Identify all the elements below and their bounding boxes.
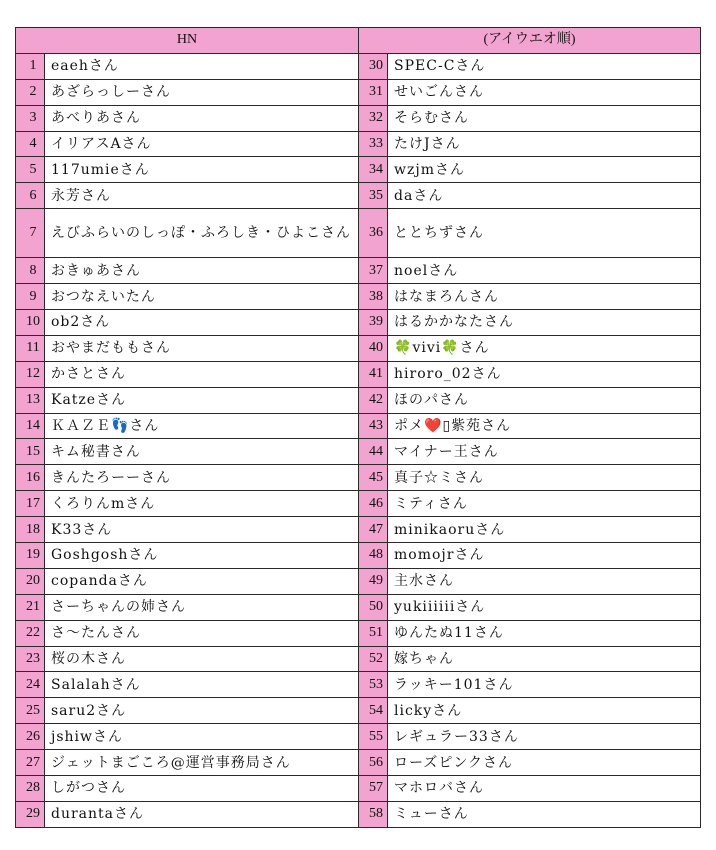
member-name: ポメ❤️▯紫苑さん	[388, 413, 701, 439]
member-name: 🍀vivi🍀さん	[388, 335, 701, 361]
table-row	[16, 491, 701, 517]
member-name: キム秘書さん	[45, 439, 359, 465]
table-row	[16, 361, 701, 387]
row-number: 7	[16, 209, 45, 258]
table-row	[16, 646, 701, 672]
row-number: 12	[16, 361, 45, 387]
row-number: 28	[16, 776, 45, 802]
member-name: ローズピンクさん	[388, 750, 701, 776]
table-row	[16, 413, 701, 439]
member-name: かさとさん	[45, 361, 359, 387]
row-number: 8	[16, 258, 45, 284]
member-name: 真子☆ミさん	[388, 465, 701, 491]
table-row	[16, 284, 701, 310]
member-name: レギュラー33さん	[388, 724, 701, 750]
member-name: ミューさん	[388, 801, 701, 827]
member-name: たけJさん	[388, 131, 701, 157]
table-row	[16, 724, 701, 750]
row-number: 58	[359, 801, 388, 827]
row-number: 18	[16, 517, 45, 543]
table-row	[16, 335, 701, 361]
member-name: 桜の木さん	[45, 646, 359, 672]
row-number: 49	[359, 568, 388, 594]
row-number: 43	[359, 413, 388, 439]
member-name: さ〜たんさん	[45, 620, 359, 646]
table-row	[16, 53, 701, 79]
member-name: saru2さん	[45, 698, 359, 724]
row-number: 25	[16, 698, 45, 724]
table-row	[16, 776, 701, 802]
row-number: 3	[16, 105, 45, 131]
row-number: 35	[359, 183, 388, 209]
member-name: ととちずさん	[388, 209, 701, 258]
member-name: おやまだももさん	[45, 335, 359, 361]
row-number: 10	[16, 310, 45, 336]
member-name: はるかかなたさん	[388, 310, 701, 336]
member-name: jshiwさん	[45, 724, 359, 750]
row-number: 24	[16, 672, 45, 698]
row-number: 48	[359, 543, 388, 569]
table-row	[16, 387, 701, 413]
row-number: 32	[359, 105, 388, 131]
member-name: momojrさん	[388, 543, 701, 569]
table-row	[16, 79, 701, 105]
member-name: Katzeさん	[45, 387, 359, 413]
member-name: copandaさん	[45, 568, 359, 594]
row-number: 27	[16, 750, 45, 776]
row-number: 20	[16, 568, 45, 594]
member-name: noelさん	[388, 258, 701, 284]
table-row	[16, 209, 701, 258]
member-name: ラッキー101さん	[388, 672, 701, 698]
row-number: 30	[359, 53, 388, 79]
member-name: 117umieさん	[45, 157, 359, 183]
table-header-row	[16, 28, 701, 54]
header-hn: HN	[16, 28, 359, 54]
row-number: 57	[359, 776, 388, 802]
row-number: 5	[16, 157, 45, 183]
table-row	[16, 157, 701, 183]
row-number: 51	[359, 620, 388, 646]
member-name: マイナー王さん	[388, 439, 701, 465]
row-number: 33	[359, 131, 388, 157]
member-name: lickyさん	[388, 698, 701, 724]
table-row	[16, 258, 701, 284]
table-body	[16, 53, 701, 827]
row-number: 34	[359, 157, 388, 183]
row-number: 42	[359, 387, 388, 413]
member-name: イリアスAさん	[45, 131, 359, 157]
member-name: ジェットまごころ@運営事務局さん	[45, 750, 359, 776]
member-name: さーちゃんの姉さん	[45, 594, 359, 620]
member-name: Goshgoshさん	[45, 543, 359, 569]
member-name: hiroro_02さん	[388, 361, 701, 387]
table-row	[16, 465, 701, 491]
row-number: 52	[359, 646, 388, 672]
row-number: 56	[359, 750, 388, 776]
row-number: 17	[16, 491, 45, 517]
row-number: 16	[16, 465, 45, 491]
member-name: SPEC-Cさん	[388, 53, 701, 79]
table-row	[16, 543, 701, 569]
table-row	[16, 183, 701, 209]
member-name: ＫＡＺＥ👣さん	[45, 413, 359, 439]
member-name: yukiiiiiiさん	[388, 594, 701, 620]
table-row	[16, 620, 701, 646]
member-name: せいごんさん	[388, 79, 701, 105]
member-name: あざらっしーさん	[45, 79, 359, 105]
member-name: minikaoruさん	[388, 517, 701, 543]
row-number: 36	[359, 209, 388, 258]
row-number: 22	[16, 620, 45, 646]
member-name: おきゅあさん	[45, 258, 359, 284]
member-name: マホロバさん	[388, 776, 701, 802]
header-order-note: (アイウエオ順)	[359, 28, 701, 54]
member-name: しがつさん	[45, 776, 359, 802]
member-name: はなまろんさん	[388, 284, 701, 310]
member-name: 嫁ちゃん	[388, 646, 701, 672]
row-number: 31	[359, 79, 388, 105]
row-number: 47	[359, 517, 388, 543]
row-number: 14	[16, 413, 45, 439]
member-name: 主水さん	[388, 568, 701, 594]
member-name: ゆんたぬ11さん	[388, 620, 701, 646]
member-name: Salalahさん	[45, 672, 359, 698]
row-number: 26	[16, 724, 45, 750]
member-name: おつなえいたん	[45, 284, 359, 310]
member-name: きんたろーーさん	[45, 465, 359, 491]
row-number: 46	[359, 491, 388, 517]
member-name: くろりんmさん	[45, 491, 359, 517]
row-number: 45	[359, 465, 388, 491]
table-row	[16, 672, 701, 698]
row-number: 41	[359, 361, 388, 387]
table-row	[16, 131, 701, 157]
table-row	[16, 310, 701, 336]
row-number: 2	[16, 79, 45, 105]
row-number: 15	[16, 439, 45, 465]
table-row	[16, 594, 701, 620]
member-name: durantaさん	[45, 801, 359, 827]
member-name: eaehさん	[45, 53, 359, 79]
member-name: えびふらいのしっぽ・ふろしき・ひよこさん	[45, 209, 359, 258]
member-name: K33さん	[45, 517, 359, 543]
member-name: 永芳さん	[45, 183, 359, 209]
member-name: ob2さん	[45, 310, 359, 336]
table-row	[16, 517, 701, 543]
hn-table	[15, 27, 701, 828]
member-name: そらむさん	[388, 105, 701, 131]
row-number: 54	[359, 698, 388, 724]
row-number: 11	[16, 335, 45, 361]
row-number: 44	[359, 439, 388, 465]
row-number: 39	[359, 310, 388, 336]
row-number: 50	[359, 594, 388, 620]
table-row	[16, 698, 701, 724]
row-number: 1	[16, 53, 45, 79]
table-row	[16, 439, 701, 465]
row-number: 19	[16, 543, 45, 569]
member-name: wzjmさん	[388, 157, 701, 183]
table-row	[16, 801, 701, 827]
row-number: 6	[16, 183, 45, 209]
table-row	[16, 105, 701, 131]
member-name: あべりあさん	[45, 105, 359, 131]
row-number: 40	[359, 335, 388, 361]
row-number: 29	[16, 801, 45, 827]
member-name: daさん	[388, 183, 701, 209]
row-number: 38	[359, 284, 388, 310]
member-name: ほのパさん	[388, 387, 701, 413]
member-name: ミティさん	[388, 491, 701, 517]
table-row	[16, 568, 701, 594]
row-number: 53	[359, 672, 388, 698]
table-row	[16, 750, 701, 776]
row-number: 37	[359, 258, 388, 284]
row-number: 13	[16, 387, 45, 413]
row-number: 9	[16, 284, 45, 310]
row-number: 55	[359, 724, 388, 750]
row-number: 23	[16, 646, 45, 672]
row-number: 4	[16, 131, 45, 157]
row-number: 21	[16, 594, 45, 620]
